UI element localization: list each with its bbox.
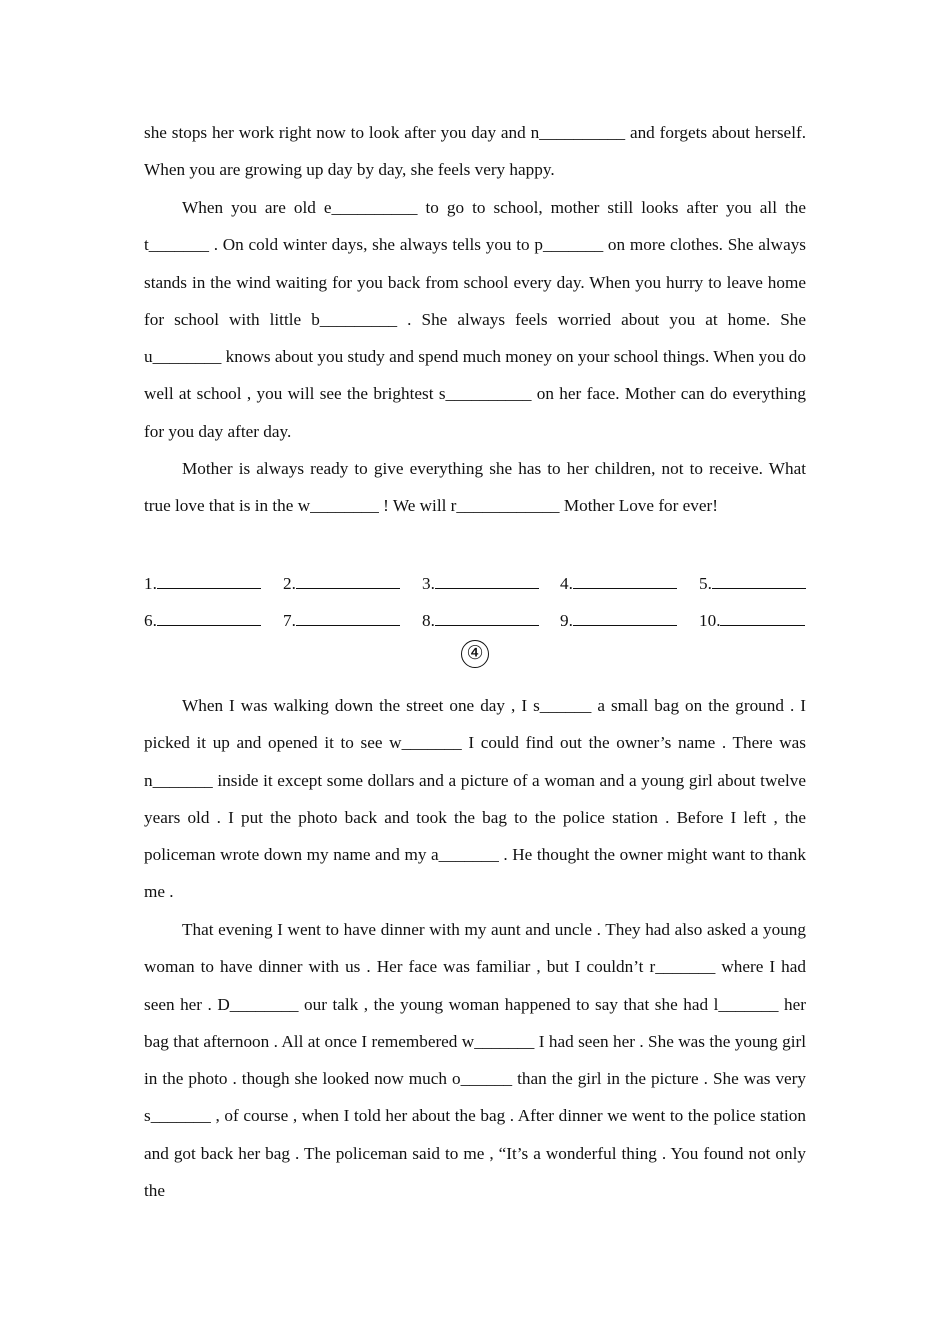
answer-row-1 (144, 571, 808, 608)
section-number-circled-4: ④ (461, 640, 489, 668)
answer-blank-2[interactable]: 2. (283, 571, 400, 608)
answer-blank-3[interactable]: 3. (422, 571, 539, 608)
answer-blank-5[interactable]: 5. (699, 571, 806, 608)
answer-blank-9[interactable]: 9. (560, 608, 677, 645)
answer-blank-8[interactable]: 8. (422, 608, 539, 645)
answer-blank-1[interactable]: 1. (144, 571, 261, 608)
answer-blank-7[interactable]: 7. (283, 608, 400, 645)
story4-paragraph-2: That evening I went to have dinner with my aunt and uncle . They had also asked a young woman to have dinner with us . Her face was familiar , but I couldn’t r_______ where I had seen her . D________ our talk , the young woman happened to say that she had l_______ her bag that afternoon . All at once I remembered w_______ I had seen her . She was the young girl in the photo . though she looked now much o______ than the girl in the picture . She was very s_______ , of course , when I told her about the bag . After dinner we went to the police station and got back her bag . The policeman said to me , “It’s a wonderful thing . You found not only the (144, 920, 806, 1201)
story3-paragraph-2: When you are old e__________ to go to school, mother still looks after you all the t_______ . On cold winter days, she always tells you to p_______ on more clothes. She always stands in the wind waiting for you back from school every day. When you hurry to leave home for school with little b_________ . She always feels worried about you at home. She u________ knows about you study and spend much money on your school things. When you do well at school , you will see the brightest s__________ on her face. Mother can do everything for you day after day. (144, 198, 806, 441)
story4-paragraph-1: When I was walking down the street one day , I s______ a small bag on the ground . I picked it up and opened it to see w_______ I could find out the owner’s name . There was n_______ inside it except some dollars and a picture of a woman and a young girl about twelve years old . I put the photo back and took the bag to the police station . Before I left , the policeman wrote down my name and my a_______ . He thought the owner might want to thank me . (144, 696, 806, 902)
story3-paragraph-1: she stops her work right now to look after you day and n__________ and forgets about herself. When you are growing up day by day, she feels very happy. (144, 123, 806, 180)
answer-blank-4[interactable]: 4. (560, 571, 677, 608)
answer-blank-10[interactable]: 10. (699, 608, 805, 645)
answer-blank-6[interactable]: 6. (144, 608, 261, 645)
story3-paragraph-3: Mother is always ready to give everything she has to her children, not to receive. What true love that is in the w________ ! We will r____________ Mother Love for ever! (144, 459, 806, 516)
